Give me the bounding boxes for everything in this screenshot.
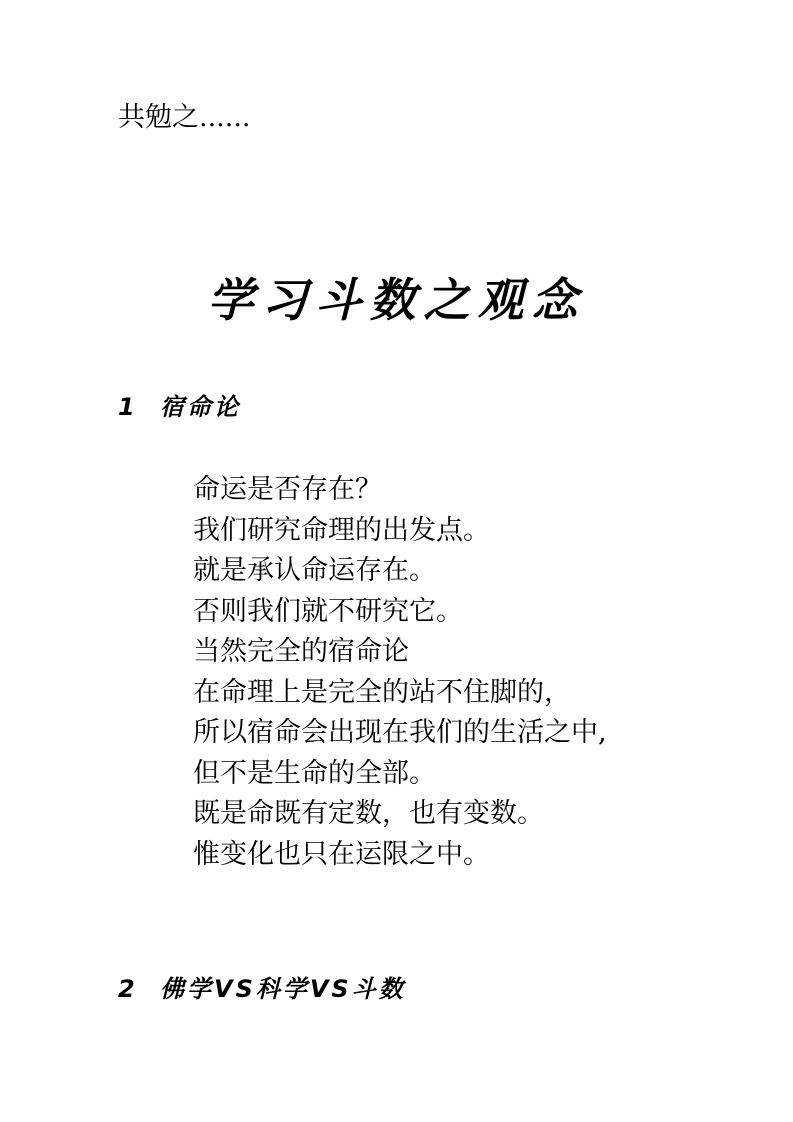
- body-line: 当然完全的宿命论: [193, 636, 409, 667]
- section-heading-buddhism-science-doushu: [118, 972, 406, 1006]
- body-line: 否则我们就不研究它。: [193, 595, 463, 627]
- section-number: 1: [118, 393, 135, 421]
- intro-text: 共勉之......: [118, 102, 251, 133]
- body-line: 在命理上是完全的站不住脚的，: [193, 676, 571, 708]
- section-title: 佛学VS科学VS斗数: [160, 975, 406, 1003]
- section-body: [193, 470, 607, 875]
- body-line: 命运是否存在？: [193, 474, 382, 505]
- body-line: 既是命既有定数，也有变数。: [193, 798, 544, 829]
- page-title: 学习斗数之观念: [207, 273, 586, 327]
- body-line: 就是承认命运存在。: [193, 555, 436, 586]
- section-heading-fatalism: [118, 390, 241, 424]
- body-line: 我们研究命理的出发点。: [193, 514, 490, 546]
- body-line: 惟变化也只在运限之中。: [193, 838, 490, 870]
- body-line: 所以宿命会出现在我们的生活之中,: [193, 717, 607, 748]
- section-number: 2: [118, 975, 135, 1003]
- section-title: 宿命论: [160, 393, 241, 421]
- body-line: 但不是生命的全部。: [193, 757, 436, 789]
